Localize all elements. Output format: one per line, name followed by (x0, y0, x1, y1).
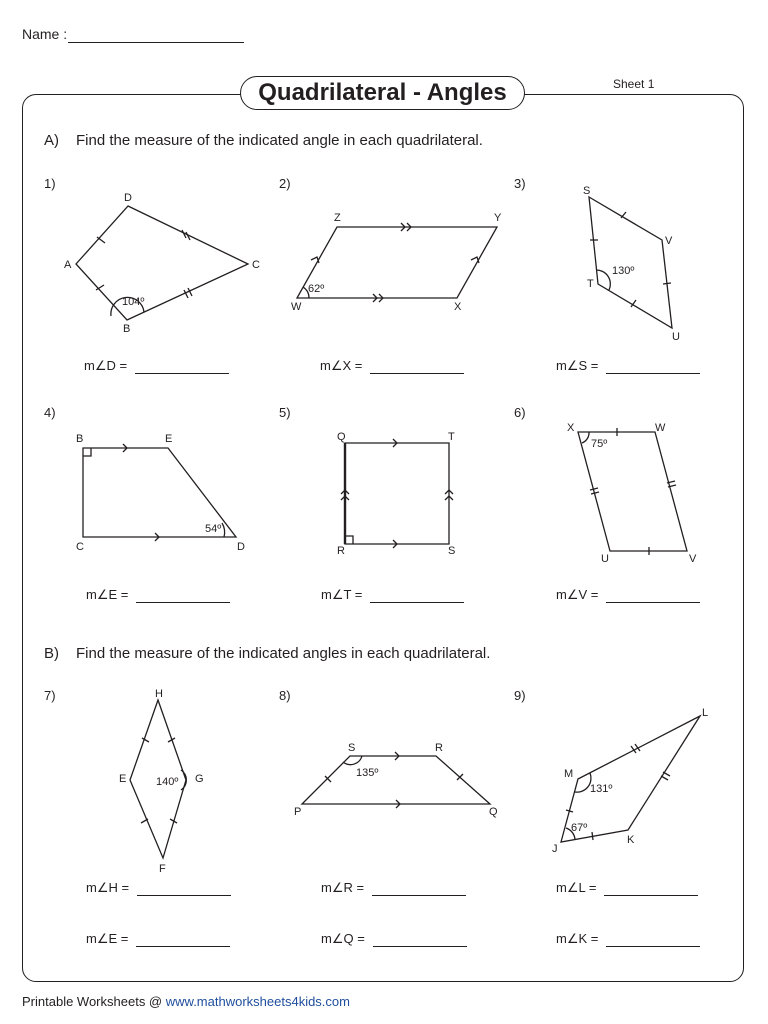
right-angle-mark (83, 448, 91, 456)
vertex-label: U (672, 331, 680, 343)
vertex-label: B (123, 323, 131, 335)
problem-5-number: 5) (279, 405, 291, 420)
angle-label: 75º (591, 438, 608, 450)
vertex-label: Q (489, 806, 498, 818)
answer-label: m∠L = (556, 880, 597, 895)
angle-label: 104º (122, 296, 145, 308)
figure-6-parallelogram (567, 422, 697, 565)
vertex-label: V (665, 235, 673, 247)
answer-label: m∠R = (321, 880, 365, 895)
answer-label: m∠E = (86, 587, 129, 602)
vertex-label: Y (494, 212, 502, 224)
vertex-label: U (601, 553, 609, 565)
section-b-instruction: Find the measure of the indicated angles in each quadrilateral. (76, 645, 491, 662)
answer-label: m∠T = (321, 587, 363, 602)
vertex-label: X (454, 301, 462, 313)
quadrilateral-shape (345, 443, 449, 544)
answer-label: m∠H = (86, 880, 130, 895)
figure-1-kite (64, 192, 260, 335)
vertex-label: S (348, 742, 356, 754)
vertex-label: H (155, 688, 163, 700)
vertex-label: R (435, 742, 443, 754)
angle-label: 62º (308, 283, 325, 295)
figure-2-parallelogram (291, 212, 502, 313)
section-a-instruction: Find the measure of the indicated angle in each quadrilateral. (76, 132, 483, 149)
figure-9-kite (552, 707, 708, 855)
vertex-label: P (294, 806, 302, 818)
quadrilateral-shape (297, 227, 497, 298)
quadrilateral-shape (589, 197, 672, 328)
problem-7-number: 7) (44, 688, 56, 703)
angle-label: 135º (356, 767, 379, 779)
vertex-label: M (564, 768, 574, 780)
figure-5-rectangle (337, 431, 455, 557)
vertex-label: V (689, 553, 697, 565)
angle-label: 131º (590, 783, 613, 795)
quadrilateral-shape (302, 756, 490, 804)
tick-mark (663, 283, 671, 284)
tick-mark (661, 776, 668, 780)
vertex-label: G (195, 773, 204, 785)
vertex-label: B (76, 433, 84, 445)
tick-mark (592, 832, 593, 840)
vertex-label: X (567, 422, 575, 434)
vertex-label: C (252, 259, 260, 271)
answer-label: m∠K = (556, 931, 599, 946)
answer-label: m∠D = (84, 358, 128, 373)
problem-8-number: 8) (279, 688, 291, 703)
vertex-label: D (124, 192, 132, 204)
worksheet-title: Quadrilateral - Angles (240, 76, 525, 110)
vertex-label: W (655, 422, 666, 434)
vertex-label: E (165, 433, 173, 445)
answer-label: m∠Q = (321, 931, 365, 946)
footer (22, 994, 350, 1009)
vertex-label: T (448, 431, 455, 443)
vertex-label: F (159, 863, 166, 875)
angle-label: 67º (571, 822, 588, 834)
problem-4-number: 4) (44, 405, 56, 420)
tick-mark (325, 776, 331, 782)
figure-4-trapezoid (76, 433, 245, 553)
vertex-label: C (76, 541, 84, 553)
figure-8-trapezoid (294, 742, 498, 818)
vertex-label: Q (337, 431, 346, 443)
vertex-label: R (337, 545, 345, 557)
problem-1-number: 1) (44, 176, 56, 191)
section-a-letter: A) (44, 132, 59, 149)
vertex-label: S (448, 545, 456, 557)
footer-prefix: Printable Worksheets @ (22, 994, 166, 1009)
footer-link[interactable]: www.mathworksheets4kids.com (165, 994, 350, 1009)
figure-7-rhombus (119, 688, 204, 875)
problem-2-number: 2) (279, 176, 291, 191)
angle-label: 130º (612, 265, 635, 277)
section-b-letter: B) (44, 645, 59, 662)
problem-9-number: 9) (514, 688, 526, 703)
vertex-label: Z (334, 212, 341, 224)
vertex-label: J (552, 843, 558, 855)
angle-arc (222, 523, 225, 537)
sheet-number: Sheet 1 (613, 77, 655, 91)
right-angle-mark (345, 536, 353, 544)
quadrilateral-shape (76, 206, 248, 320)
angle-arc (582, 432, 589, 443)
vertex-label: T (587, 278, 594, 290)
vertex-label: K (627, 834, 635, 846)
problem-3-number: 3) (514, 176, 526, 191)
vertex-label: L (702, 707, 709, 719)
figure-3-kite (583, 185, 680, 343)
problem-6-number: 6) (514, 405, 526, 420)
answer-label: m∠X = (320, 358, 363, 373)
vertex-label: A (64, 259, 72, 271)
answer-label: m∠V = (556, 587, 599, 602)
vertex-label: S (583, 185, 591, 197)
vertex-label: D (237, 541, 245, 553)
name-label: Name : (22, 26, 68, 42)
answer-label: m∠E = (86, 931, 129, 946)
answer-label: m∠S = (556, 358, 599, 373)
vertex-label: E (119, 773, 127, 785)
vertex-label: W (291, 301, 302, 313)
angle-label: 140º (156, 776, 179, 788)
angle-label: 54º (205, 523, 222, 535)
